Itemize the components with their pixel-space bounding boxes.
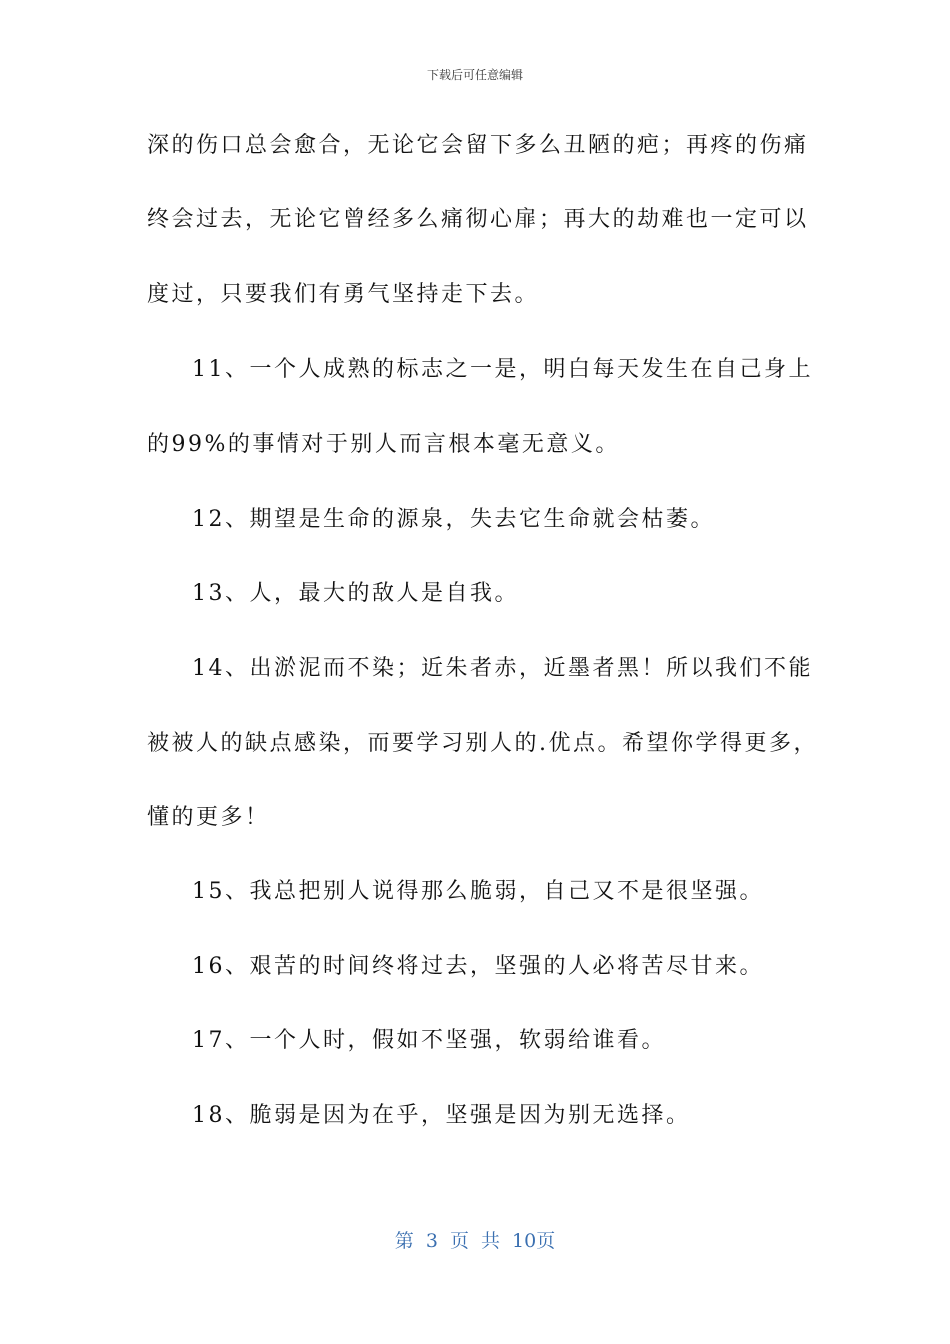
- text-line: 深的伤口总会愈合，无论它会留下多么丑陋的疤；再疼的伤痛: [147, 133, 809, 158]
- paragraph-17: 17、一个人时，假如不坚强，软弱给谁看。: [192, 1028, 666, 1053]
- paragraph-14-start: 14、出淤泥而不染；近朱者赤，近墨者黑！所以我们不能: [192, 656, 813, 681]
- paragraph-18: 18、脆弱是因为在乎，坚强是因为别无选择。: [192, 1103, 691, 1128]
- paragraph-16: 16、艰苦的时间终将过去，坚强的人必将苦尽甘来。: [192, 954, 764, 979]
- paragraph-12: 12、期望是生命的源泉，失去它生命就会枯萎。: [192, 507, 715, 532]
- page-number: 第 3 页 共 10页: [394, 1230, 556, 1252]
- text-line: 的99%的事情对于别人而言根本毫无意义。: [147, 432, 620, 457]
- page-header: 下载后可任意编辑: [426, 68, 523, 82]
- paragraph-15: 15、我总把别人说得那么脆弱，自己又不是很坚强。: [192, 879, 764, 904]
- text-line: 度过，只要我们有勇气坚持走下去。: [147, 282, 540, 307]
- text-line: 懂的更多！: [147, 805, 270, 830]
- paragraph-13: 13、人，最大的敌人是自我。: [192, 581, 519, 606]
- paragraph-11-start: 11、一个人成熟的标志之一是，明白每天发生在自己身上: [192, 357, 813, 382]
- text-line: 被被人的缺点感染，而要学习别人的.优点。希望你学得更多，: [147, 731, 818, 756]
- text-line: 终会过去，无论它曾经多么痛彻心扉；再大的劫难也一定可以: [147, 207, 809, 232]
